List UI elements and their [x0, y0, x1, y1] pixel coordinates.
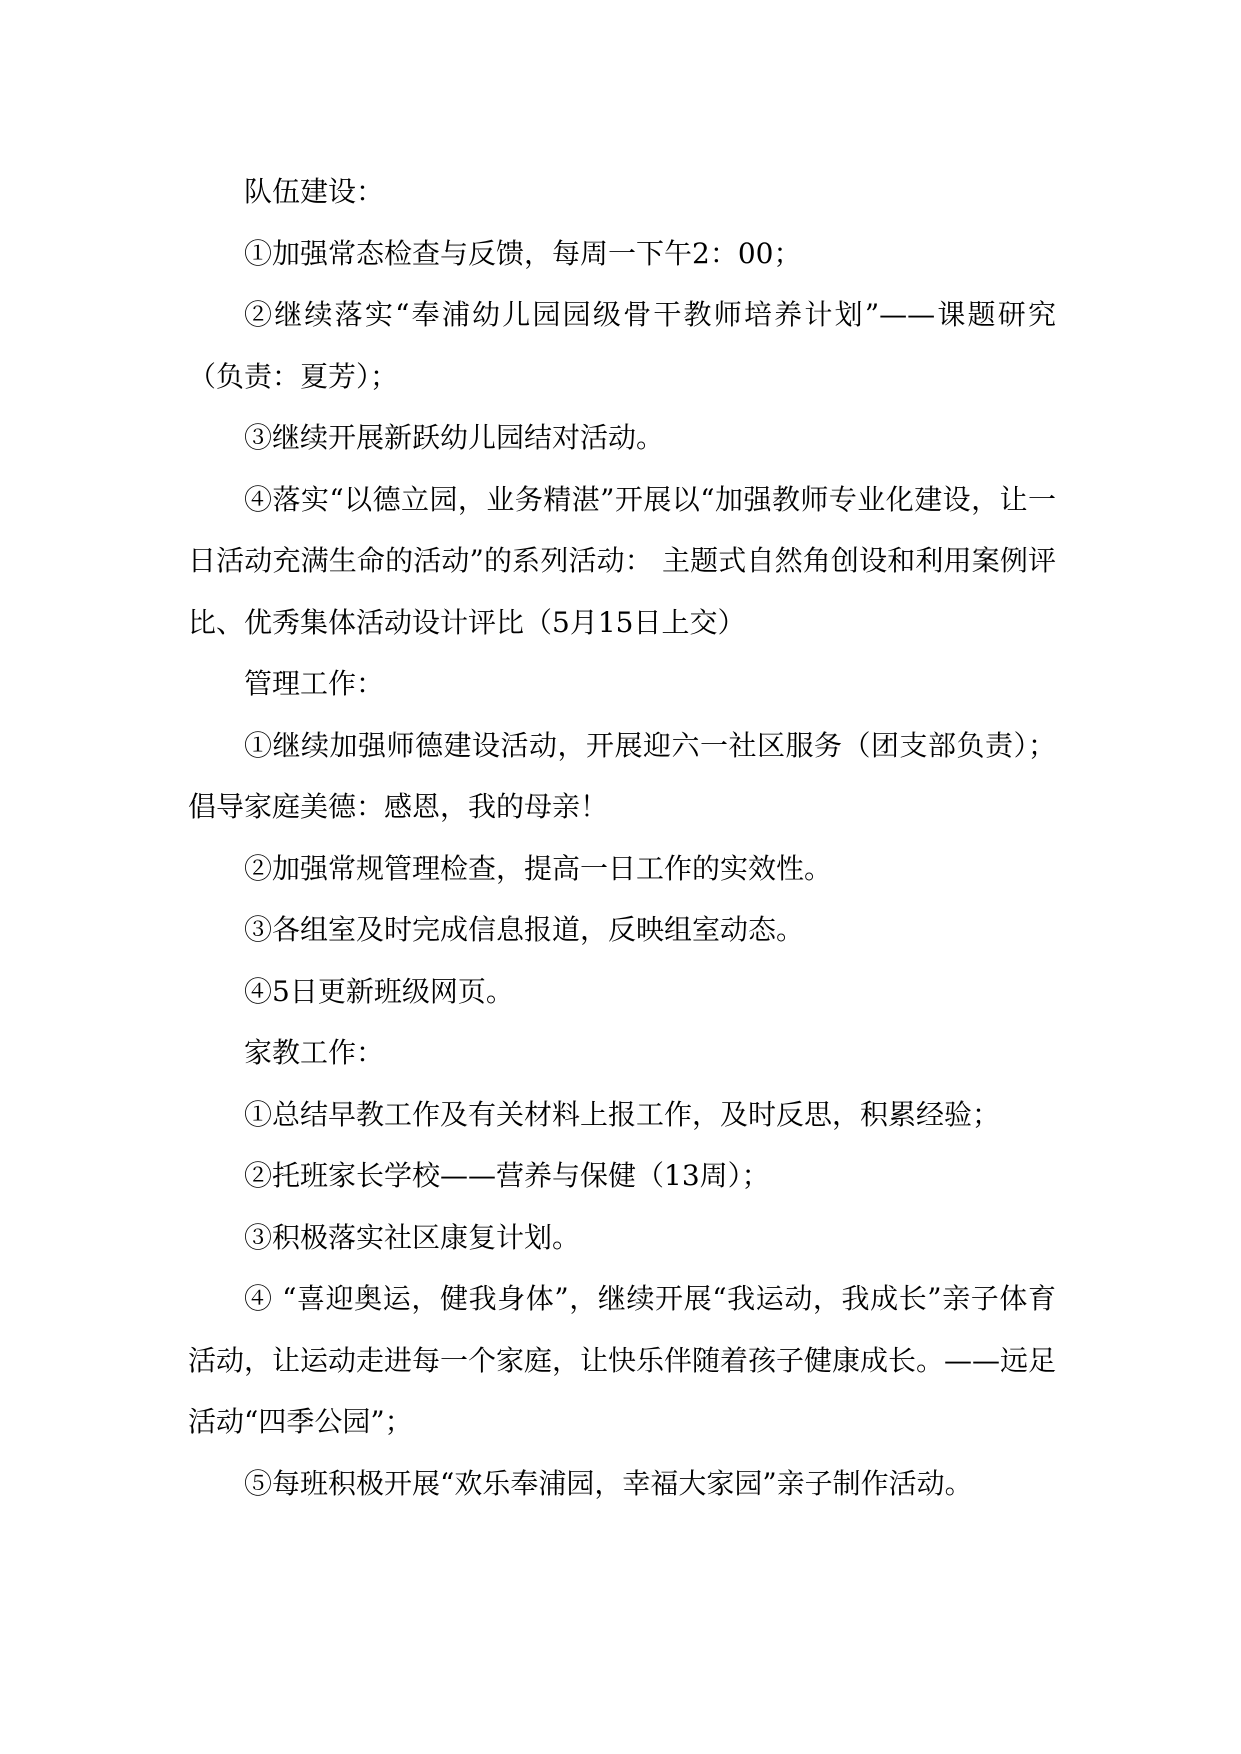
paragraph-item: ①加强常态检查与反馈，每周一下午2：00； [244, 236, 802, 270]
paragraph-item: ④ “喜迎奥运，健我身体”，继续开展“我运动，我成长”亲子体育活动，让运动走进每一个家庭，让快乐伴随着孩子健康成长。——远足活动“四季公园”； [188, 1282, 1057, 1438]
paragraph-item: ②托班家长学校——营养与保健（13周）； [244, 1159, 770, 1192]
paragraph-item: ①总结早教工作及有关材料上报工作，及时反思，积累经验； [244, 1097, 1001, 1131]
section-heading-management: 管理工作： [244, 667, 385, 700]
paragraph-item: ②继续落实“奉浦幼儿园园级骨干教师培养计划”——课题研究（负责：夏芳）； [188, 298, 1056, 393]
section-heading-family-education: 家教工作： [244, 1036, 385, 1069]
paragraph-item: ③各组室及时完成信息报道，反映组室动态。 [244, 913, 805, 946]
paragraph-item: ②加强常规管理检查，提高一日工作的实效性。 [244, 851, 833, 885]
paragraph-item: ③积极落实社区康复计划。 [244, 1220, 581, 1254]
document-body [188, 161, 1056, 1514]
paragraph-item: ③继续开展新跃幼儿园结对活动。 [244, 421, 665, 454]
paragraph-item: ⑤每班积极开展“欢乐奉浦园，幸福大家园”亲子制作活动。 [244, 1466, 973, 1500]
section-heading-team-building: 队伍建设： [244, 175, 385, 208]
paragraph-item: ④5日更新班级网页。 [244, 974, 514, 1008]
paragraph-item: ①继续加强师德建设活动，开展迎六一社区服务（团支部负责）；倡导家庭美德：感恩，我的母亲！ [188, 728, 1056, 823]
paragraph-item: ④落实“以德立园，业务精湛”开展以“加强教师专业化建设，让一日活动充满生命的活动”的系列活动： 主题式自然角创设和利用案例评比、优秀集体活动设计评比（5月15日上交） [188, 482, 1056, 639]
